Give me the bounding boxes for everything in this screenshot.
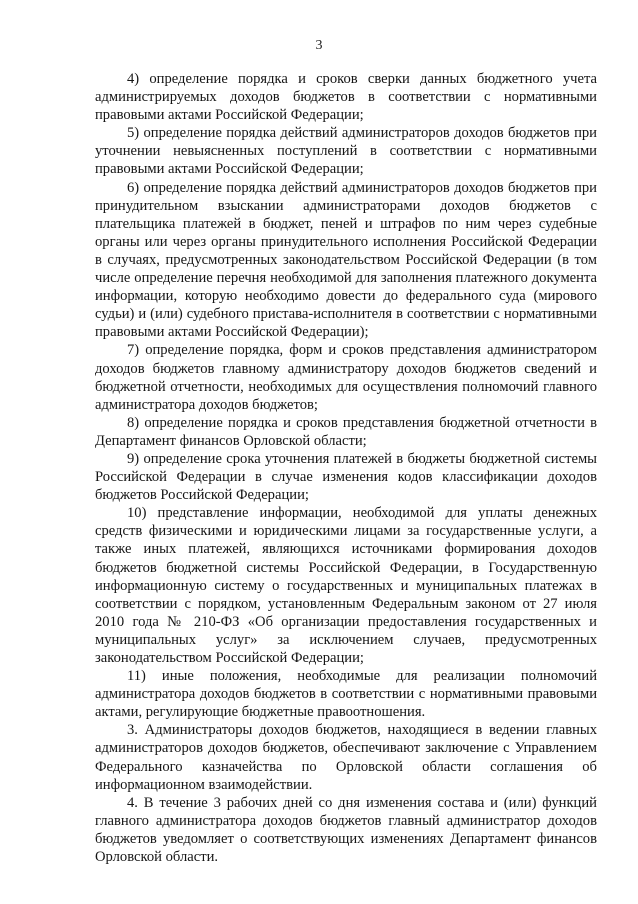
paragraph-item-6: 6) определение порядка действий администраторов доходов бюджетов при принудительном взыскании администраторами доходов бюджетов с плательщика платежей в бюджет, пеней и штрафов по ним через судебные органы или через органы принудительного исполнения Российской Федерации в случаях, предусмотренных законодательством Российской Федерации (в том числе определение перечня необходимой для заполнения платежного документа информации, которую необходимо довести до федерального суда (мирового судьи) и (или) судебного пристава-исполнителя в соответствии с нормативными правовыми актами Российской Федерации); (95, 179, 597, 341)
paragraph-item-8: 8) определение порядка и сроков представления бюджетной отчетности в Департамент финансов Орловской области; (95, 414, 597, 449)
paragraph-item-10: 10) представление информации, необходимой для уплаты денежных средств физическими и юридическими лицами за государственные услуги, а также иных платежей, являющихся источниками формирования доходов бюджетов бюджетной системы Российской Федерации, в Государственную информационную систему о государственных и муниципальных платежах в соответствии с порядком, установленным Федеральным законом от 27 июля 2010 года № 210-ФЗ «Об организации предоставления государственных и муниципальных услуг» за исключением случаев, предусмотренных законодательством Российской Федерации; (95, 505, 597, 666)
page-number: 3 (315, 38, 323, 53)
paragraph-section-3: 3. Администраторы доходов бюджетов, находящиеся в ведении главных администраторов доходов бюджетов, обеспечивают заключение с Управлением Федерального казначейства по Орловской области соглашения об информационном взаимодействии. (95, 722, 597, 793)
paragraph-item-7: 7) определение порядка, форм и сроков представления администратором доходов бюджетов главному администратору доходов бюджетов сведений и бюджетной отчетности, необходимых для осуществления полномочий главного администратора доходов бюджетов; (95, 342, 597, 413)
paragraph-section-4: 4. В течение 3 рабочих дней со дня изменения состава и (или) функций главного администратора доходов бюджетов главный администратор доходов бюджетов уведомляет о соответствующих изменениях Департамент финансов Орловской области. (95, 794, 597, 866)
paragraph-item-11: 11) иные положения, необходимые для реализации полномочий администратора доходов бюджетов в соответствии с нормативными правовыми актами, регулирующие бюджетные правоотношения. (95, 668, 597, 721)
paragraph-item-9: 9) определение срока уточнения платежей в бюджеты бюджетной системы Российской Федерации в случае изменения кодов классификации доходов бюджетов Российской Федерации; (95, 450, 597, 504)
paragraph-item-4: 4) определение порядка и сроков сверки данных бюджетного учета администрируемых доходов бюджетов в соответствии с нормативными правовыми актами Российской Федерации; (95, 71, 597, 124)
document-body (95, 70, 597, 866)
paragraph-item-5: 5) определение порядка действий администраторов доходов бюджетов при уточнении невыясненных поступлений в соответствии с нормативными правовыми актами Российской Федерации; (95, 125, 597, 178)
